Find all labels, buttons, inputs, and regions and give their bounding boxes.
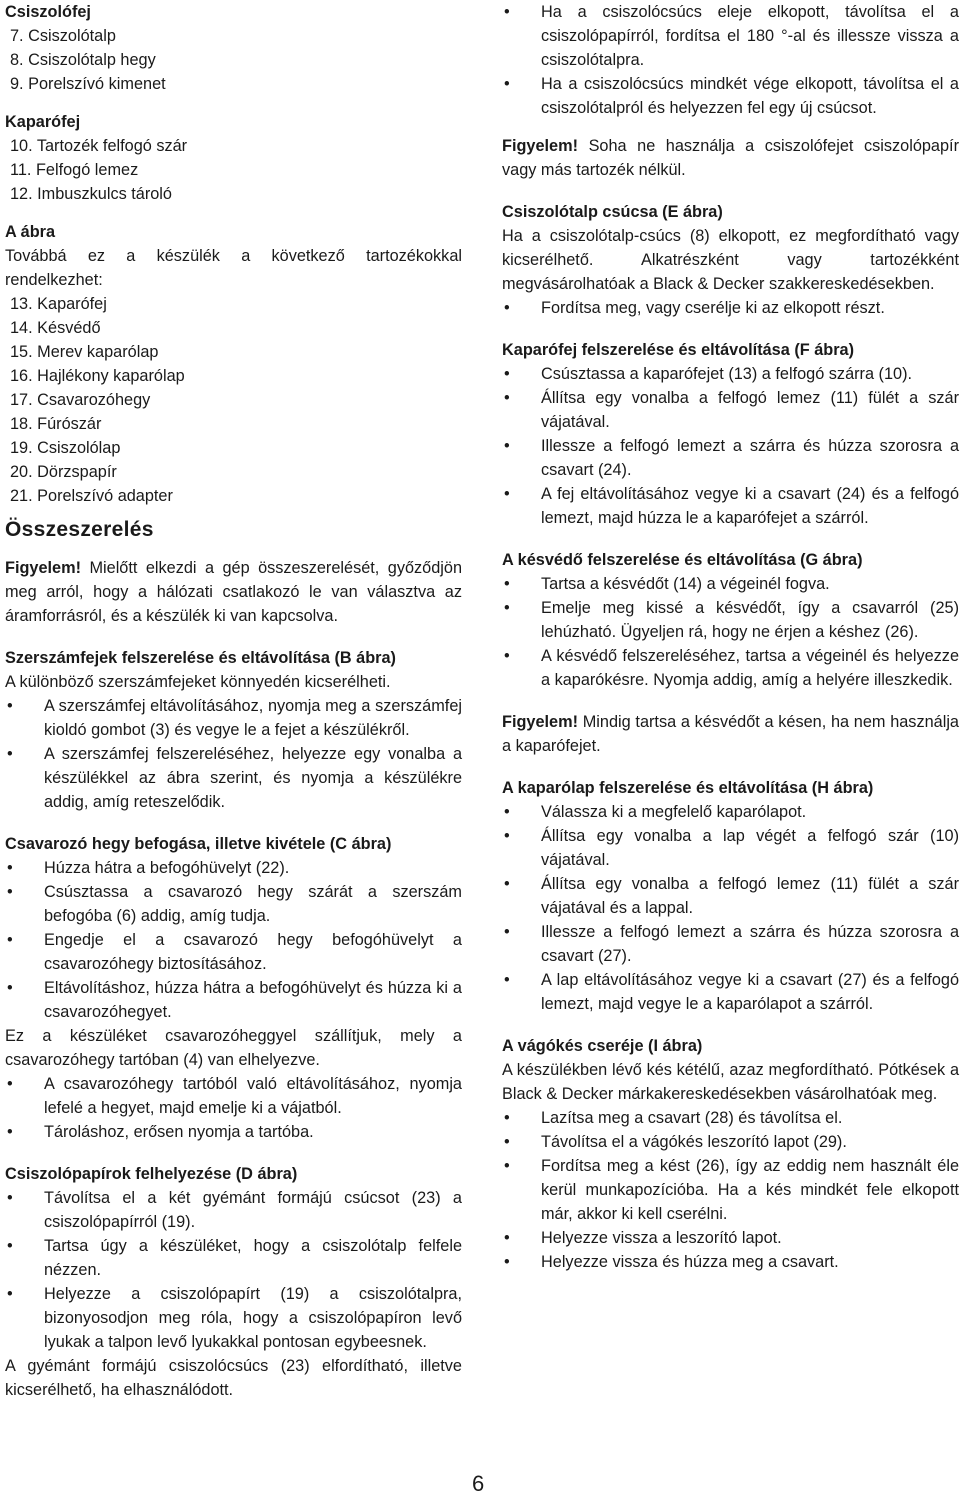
bullet-item: • Állítsa egy vonalba a felfogó lemez (11) fülét a szár vájatával és a lappal. <box>502 872 959 920</box>
list-item: 20. Dörzspapír <box>10 463 117 481</box>
list-item: 17. Csavarozóhegy <box>10 391 151 409</box>
list-item: 12. Imbuszkulcs tároló <box>10 185 172 203</box>
bullet-item: • Távolítsa el a vágókés leszorító lapot (29). <box>502 1130 959 1154</box>
bullet-item: • Ha a csiszolócsúcs mindkét vége elkopott, távolítsa el a csiszolótalpról és helyezzen fel egy új csúcsot. <box>502 72 959 120</box>
list-item: 14. Késvédő <box>10 319 101 337</box>
list-item: 15. Merev kaparólap <box>10 343 159 361</box>
bullet-item: • Eltávolításhoz, húzza hátra a befogóhüvelyt és húzza ki a csavarozóhegyet. <box>5 976 462 1024</box>
left-column <box>5 0 462 1402</box>
bullet-item: • A szerszámfej eltávolításához, nyomja meg a szerszámfej kioldó gombot (3) és vegye le a fejet a készülékről. <box>5 694 462 742</box>
list-item: 8. Csiszolótalp hegy <box>10 51 156 69</box>
list-item: 7. Csiszolótalp <box>10 27 116 45</box>
bullet-item: • Helyezze a csiszolópapírt (19) a csiszolótalpra, bizonyosodjon meg róla, hogy a csiszolópapíron levő lyukak a talpon levő lyukakkal pontosan egybeesnek. <box>5 1282 462 1354</box>
bullet-item: • Illessze a felfogó lemezt a szárra és húzza szorosra a csavart (27). <box>502 920 959 968</box>
section-note: Ez a készüléket csavarozóheggyel szállítjuk, mely a csavarozóhegy tartóban (4) van elhelyezve. <box>5 1027 462 1069</box>
section-heading-d-abra: Csiszolópapírok felhelyezése (D ábra) <box>5 1165 298 1183</box>
list-item: 21. Porelszívó adapter <box>10 487 173 505</box>
section-heading-h-abra: A kaparólap felszerelése és eltávolítása (H ábra) <box>502 779 874 797</box>
list-item: 18. Fúrószár <box>10 415 102 433</box>
bullet-item: • A lap eltávolításához vegye ki a csavart (27) és a felfogó lemezt, majd vegye le a kaparólapot a szárról. <box>502 968 959 1016</box>
bullet-item: • Illessze a felfogó lemezt a szárra és húzza szorosra a csavart (24). <box>502 434 959 482</box>
bullet-item: • Húzza hátra a befogóhüvelyt (22). <box>5 856 462 880</box>
bullet-item: • A csavarozóhegy tartóból való eltávolításához, nyomja lefelé a hegyet, majd emelje ki a vájatból. <box>5 1072 462 1120</box>
page-number: 6 <box>472 1471 485 1496</box>
bullet-item: • Fordítsa meg, vagy cserélje ki az elkopott részt. <box>502 296 959 320</box>
section-heading-c-abra: Csavarozó hegy befogása, illetve kivétele (C ábra) <box>5 835 392 853</box>
warning-text: Mindig tartsa a késvédőt a késen, ha nem használja a kaparófejet. <box>502 713 959 755</box>
section-intro: A különböző szerszámfejeket könnyedén kicserélheti. <box>5 673 391 691</box>
section-intro: Továbbá ez a készülék a következő tartozékokkal rendelkezhet: <box>5 247 462 289</box>
section-note: A gyémánt formájú csiszolócsúcs (23) elfordítható, illetve kicserélhető, ha elhasználódott. <box>5 1357 462 1399</box>
bullet-item: • A szerszámfej felszereléséhez, helyezze egy vonalba a készülékkel az ábra szerint, és nyomja a készülékre addig, amíg reteszelődik. <box>5 742 462 814</box>
warning-label: Figyelem! <box>502 713 579 731</box>
warning-text: Soha ne használja a csiszolófejet csiszolópapír vagy más tartozék nélkül. <box>502 137 959 179</box>
bullet-item: • Válassza ki a megfelelő kaparólapot. <box>502 800 959 824</box>
bullet-item: • Helyezze vissza a leszorító lapot. <box>502 1226 959 1250</box>
bullet-item: • Állítsa egy vonalba a felfogó lemez (11) fülét a szár vájatával. <box>502 386 959 434</box>
bullet-item: • Csúsztassa a kaparófejet (13) a felfogó szárra (10). <box>502 362 959 386</box>
bullet-item: • A késvédő felszereléséhez, tartsa a végeinél és helyezze a kaparókésre. Nyomja addig, amíg a helyére illeszkedik. <box>502 644 959 692</box>
bullet-item: • Helyezze vissza és húzza meg a csavart. <box>502 1250 959 1274</box>
section-heading-e-abra: Csiszolótalp csúcsa (E ábra) <box>502 203 723 221</box>
section-intro: A készülékben lévő kés kétélű, azaz megfordítható. Pótkések a Black & Decker márkakereskedésekben vásárolhatóak meg. <box>502 1061 959 1103</box>
section-heading-i-abra: A vágókés cseréje (I ábra) <box>502 1037 703 1055</box>
list-item: 16. Hajlékony kaparólap <box>10 367 185 385</box>
list-item: 10. Tartozék felfogó szár <box>10 137 188 155</box>
bullet-item: • Csúsztassa a csavarozó hegy szárát a szerszám befogóba (6) addig, amíg tudja. <box>5 880 462 928</box>
list-item: 19. Csiszolólap <box>10 439 121 457</box>
section-intro: Ha a csiszolótalp-csúcs (8) elkopott, ez megfordítható vagy kicserélhető. Alkatrészként vagy tartozékként megvásárolhatóak a Black & Decker szakkereskedésekben. <box>502 227 959 293</box>
bullet-item: • Lazítsa meg a csavart (28) és távolítsa el. <box>502 1106 959 1130</box>
list-item: 11. Felfogó lemez <box>10 161 139 179</box>
bullet-item: • Engedje el a csavarozó hegy befogóhüvelyt a csavarozóhegy biztosításához. <box>5 928 462 976</box>
warning-label: Figyelem! <box>5 559 82 577</box>
bullet-item: • A fej eltávolításához vegye ki a csavart (24) és a felfogó lemezt, majd húzza le a kaparófejet a szárról. <box>502 482 959 530</box>
bullet-item: • Tartsa a késvédőt (14) a végeinél fogva. <box>502 572 959 596</box>
section-heading-f-abra: Kaparófej felszerelése és eltávolítása (F ábra) <box>502 341 855 359</box>
section-heading-b-abra: Szerszámfejek felszerelése és eltávolítása (B ábra) <box>5 649 396 667</box>
chapter-heading-osszeszereles: Összeszerelés <box>5 518 154 541</box>
list-item: 13. Kaparófej <box>10 295 107 313</box>
warning-paragraph <box>5 556 462 628</box>
warning-paragraph <box>502 134 959 182</box>
section-heading-kaparofej: Kaparófej <box>5 113 81 131</box>
bullet-item: • Fordítsa meg a kést (26), így az eddig nem használt éle kerül munkapozícióba. Ha a kés mindkét fele elkopott már, akkor ki kell cserélni. <box>502 1154 959 1226</box>
section-heading-a-abra: A ábra <box>5 223 56 241</box>
warning-label: Figyelem! <box>502 137 579 155</box>
list-item: 9. Porelszívó kimenet <box>10 75 166 93</box>
right-column <box>502 0 959 1274</box>
section-heading-g-abra: A késvédő felszerelése és eltávolítása (G ábra) <box>502 551 863 569</box>
warning-text: Mielőtt elkezdi a gép összeszerelését, győződjön meg arról, hogy a hálózati csatlakozó le van választva az áramforrásról, és a készülék ki van kapcsolva. <box>5 559 462 625</box>
bullet-item: • Állítsa egy vonalba a lap végét a felfogó szár (10) vájatával. <box>502 824 959 872</box>
bullet-item: • Emelje meg kissé a késvédőt, így a csavarról (25) lehúzható. Ügyeljen rá, hogy ne érjen a késhez (26). <box>502 596 959 644</box>
warning-paragraph <box>502 710 959 758</box>
section-heading-csiszolofej: Csiszolófej <box>5 3 91 21</box>
bullet-item: • Távolítsa el a két gyémánt formájú csúcsot (23) a csiszolópapírról (19). <box>5 1186 462 1234</box>
bullet-item: • Tartsa úgy a készüléket, hogy a csiszolótalp felfele nézzen. <box>5 1234 462 1282</box>
bullet-item: • Tároláshoz, erősen nyomja a tartóba. <box>5 1120 462 1144</box>
bullet-item: • Ha a csiszolócsúcs eleje elkopott, távolítsa el a csiszolópapírról, fordítsa el 180 °-al és illessze vissza a csiszolótalpra. <box>502 0 959 72</box>
